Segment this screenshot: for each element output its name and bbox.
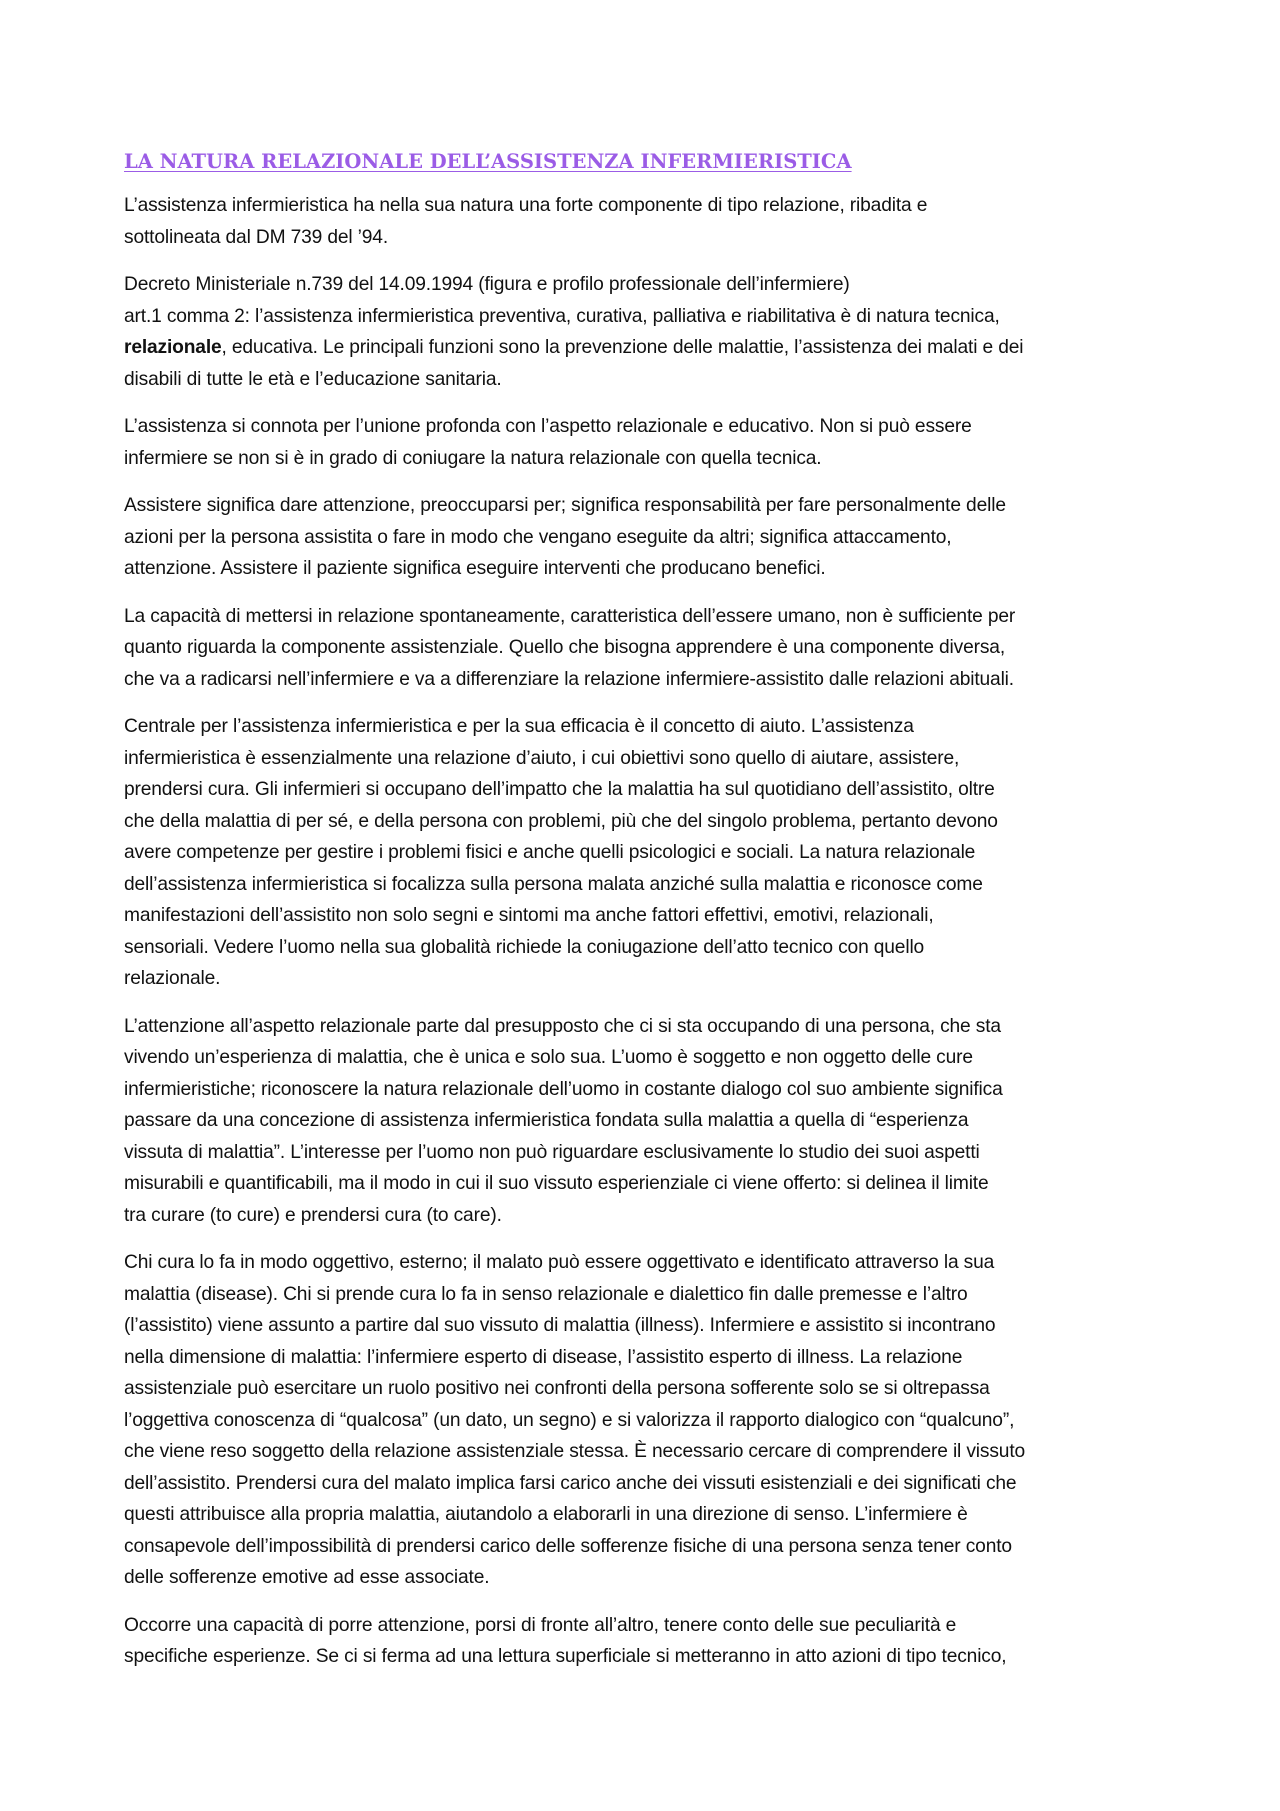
document-title: LA NATURA RELAZIONALE DELL’ASSISTENZA INFERMIERISTICA (124, 150, 852, 173)
text-line: vivendo un’esperienza di malattia, che è unica e solo sua. L’uomo è soggetto e non oggetto delle cure (124, 1047, 973, 1068)
text-line: passare da una concezione di assistenza infermieristica fondata sulla malattia a quella di “esperienza (124, 1110, 969, 1131)
text-line: che della malattia di per sé, e della persona con problemi, più che del singolo problema, pertanto devono (124, 810, 998, 832)
text-line: Chi cura lo fa in modo oggettivo, esterno; il malato può essere oggettivato e identificato attraverso la sua (124, 1252, 995, 1273)
paragraph-9 (124, 1610, 1166, 1673)
document-page (124, 148, 1166, 1673)
text-line: delle sofferenze emotive ad esse associate. (124, 1567, 490, 1588)
text-line: dell’assistenza infermieristica si focalizza sulla persona malata anziché sulla malattia e riconosce come (124, 873, 983, 895)
text-line: prendersi cura. Gli infermieri si occupano dell’impatto che la malattia ha sul quotidiano dell’assistito, oltre (124, 779, 995, 800)
text-line: infermieristica è essenzialmente una relazione d’aiuto, i cui obiettivi sono quello di aiutare, assistere, (124, 747, 960, 769)
text-line: infermiere se non si è in grado di coniugare la natura relazionale con quella tecnica. (124, 447, 822, 469)
paragraph-1 (124, 190, 1166, 253)
text-line: malattia (disease). Chi si prende cura lo fa in senso relazionale e dialettico fin dalle premesse e l’altro (124, 1283, 968, 1305)
text-line: (l’assistito) viene assunto a partire dal suo vissuto di malattia (illness). Infermiere e assistito si incontrano (124, 1315, 996, 1336)
text-line: L’assistenza si connota per l’unione profonda con l’aspetto relazionale e educativo. Non si può essere (124, 416, 972, 437)
text-line: Decreto Ministeriale n.739 del 14.09.1994 (figura e profilo professionale dell’infermiere) (124, 274, 850, 295)
text-fragment: , educativa. Le principali funzioni sono la prevenzione delle malattie, l’assistenza dei malati e dei (221, 337, 1024, 358)
text-line: l’oggettiva conoscenza di “qualcosa” (un dato, un segno) e si valorizza il rapporto dialogico con “qualcuno”, (124, 1409, 1015, 1431)
text-line: relazionale. (124, 968, 221, 989)
paragraph-8 (124, 1247, 1166, 1594)
text-line: che va a radicarsi nell’infermiere e va a differenziare la relazione infermiere-assistito dalle relazioni abituali. (124, 668, 1014, 690)
paragraph-2 (124, 269, 1166, 395)
text-line: che viene reso soggetto della relazione assistenziale stessa. È necessario cercare di comprendere il vissuto (124, 1441, 1026, 1462)
text-line: Assistere significa dare attenzione, preoccuparsi per; significa responsabilità per fare personalmente delle (124, 495, 1006, 516)
text-line: sensoriali. Vedere l’uomo nella sua globalità richiede la coniugazione dell’atto tecnico con quello (124, 936, 925, 958)
text-line: assistenziale può esercitare un ruolo positivo nei confronti della persona sofferente solo se si oltrepassa (124, 1378, 990, 1399)
text-line: L’attenzione all’aspetto relazionale parte dal presupposto che ci si sta occupando di una persona, che sta (124, 1015, 1001, 1037)
text-line-with-bold (124, 332, 1166, 364)
text-line: Occorre una capacità di porre attenzione, porsi di fronte all’altro, tenere conto delle sue peculiarità e (124, 1614, 957, 1636)
text-line: manifestazioni dell’assistito non solo segni e sintomi ma anche fattori effettivi, emotivi, relazionali, (124, 905, 934, 926)
text-line: Centrale per l’assistenza infermieristica e per la sua efficacia è il concetto di aiuto. L’assistenza (124, 716, 914, 737)
text-line: sottolineata dal DM 739 del ’94. (124, 226, 388, 248)
paragraph-6 (124, 711, 1166, 995)
paragraph-3 (124, 411, 1166, 474)
paragraph-4 (124, 490, 1166, 585)
text-line: specifiche esperienze. Se ci si ferma ad una lettura superficiale si metteranno in atto azioni di tipo tecnico, (124, 1646, 1007, 1667)
paragraph-7 (124, 1011, 1166, 1232)
text-line: nella dimensione di malattia: l’infermiere esperto di disease, l’assistito esperto di illness. La relazione (124, 1346, 963, 1368)
text-line: infermieristiche; riconoscere la natura relazionale dell’uomo in costante dialogo col suo ambiente significa (124, 1078, 1003, 1100)
text-line: vissuta di malattia”. L’interesse per l’uomo non può riguardare esclusivamente lo studio dei suoi aspetti (124, 1141, 980, 1163)
text-line: L’assistenza infermieristica ha nella sua natura una forte componente di tipo relazione, ribadita e (124, 195, 928, 216)
bold-keyword: relazionale (124, 337, 222, 358)
text-line: avere competenze per gestire i problemi fisici e anche quelli psicologici e sociali. La natura relazionale (124, 842, 976, 863)
text-line: questi attribuisce alla propria malattia, aiutandolo a elaborarli in una direzione di senso. L’infermiere è (124, 1504, 968, 1525)
paragraph-5 (124, 601, 1166, 696)
text-line: azioni per la persona assistita o fare in modo che vengano eseguite da altri; significa attaccamento, (124, 526, 952, 548)
text-line: tra curare (to cure) e prendersi cura (to care). (124, 1204, 502, 1226)
text-line: dell’assistito. Prendersi cura del malato implica farsi carico anche dei vissuti esistenziali e dei significati che (124, 1472, 1017, 1494)
text-line: art.1 comma 2: l’assistenza infermieristica preventiva, curativa, palliativa e riabilitativa è di natura tecnica, (124, 305, 1000, 327)
text-line: disabili di tutte le età e l’educazione sanitaria. (124, 368, 502, 390)
text-line: quanto riguarda la componente assistenziale. Quello che bisogna apprendere è una componente diversa, (124, 637, 1006, 658)
text-line: consapevole dell’impossibilità di prendersi carico delle sofferenze fisiche di una persona senza tener conto (124, 1535, 1012, 1557)
text-line: attenzione. Assistere il paziente significa eseguire interventi che producano benefici. (124, 558, 826, 579)
text-line: La capacità di mettersi in relazione spontaneamente, caratteristica dell’essere umano, non è sufficiente per (124, 605, 1016, 627)
text-line: misurabili e quantificabili, ma il modo in cui il suo vissuto esperienziale ci viene offerto: si delinea il limite (124, 1173, 989, 1194)
